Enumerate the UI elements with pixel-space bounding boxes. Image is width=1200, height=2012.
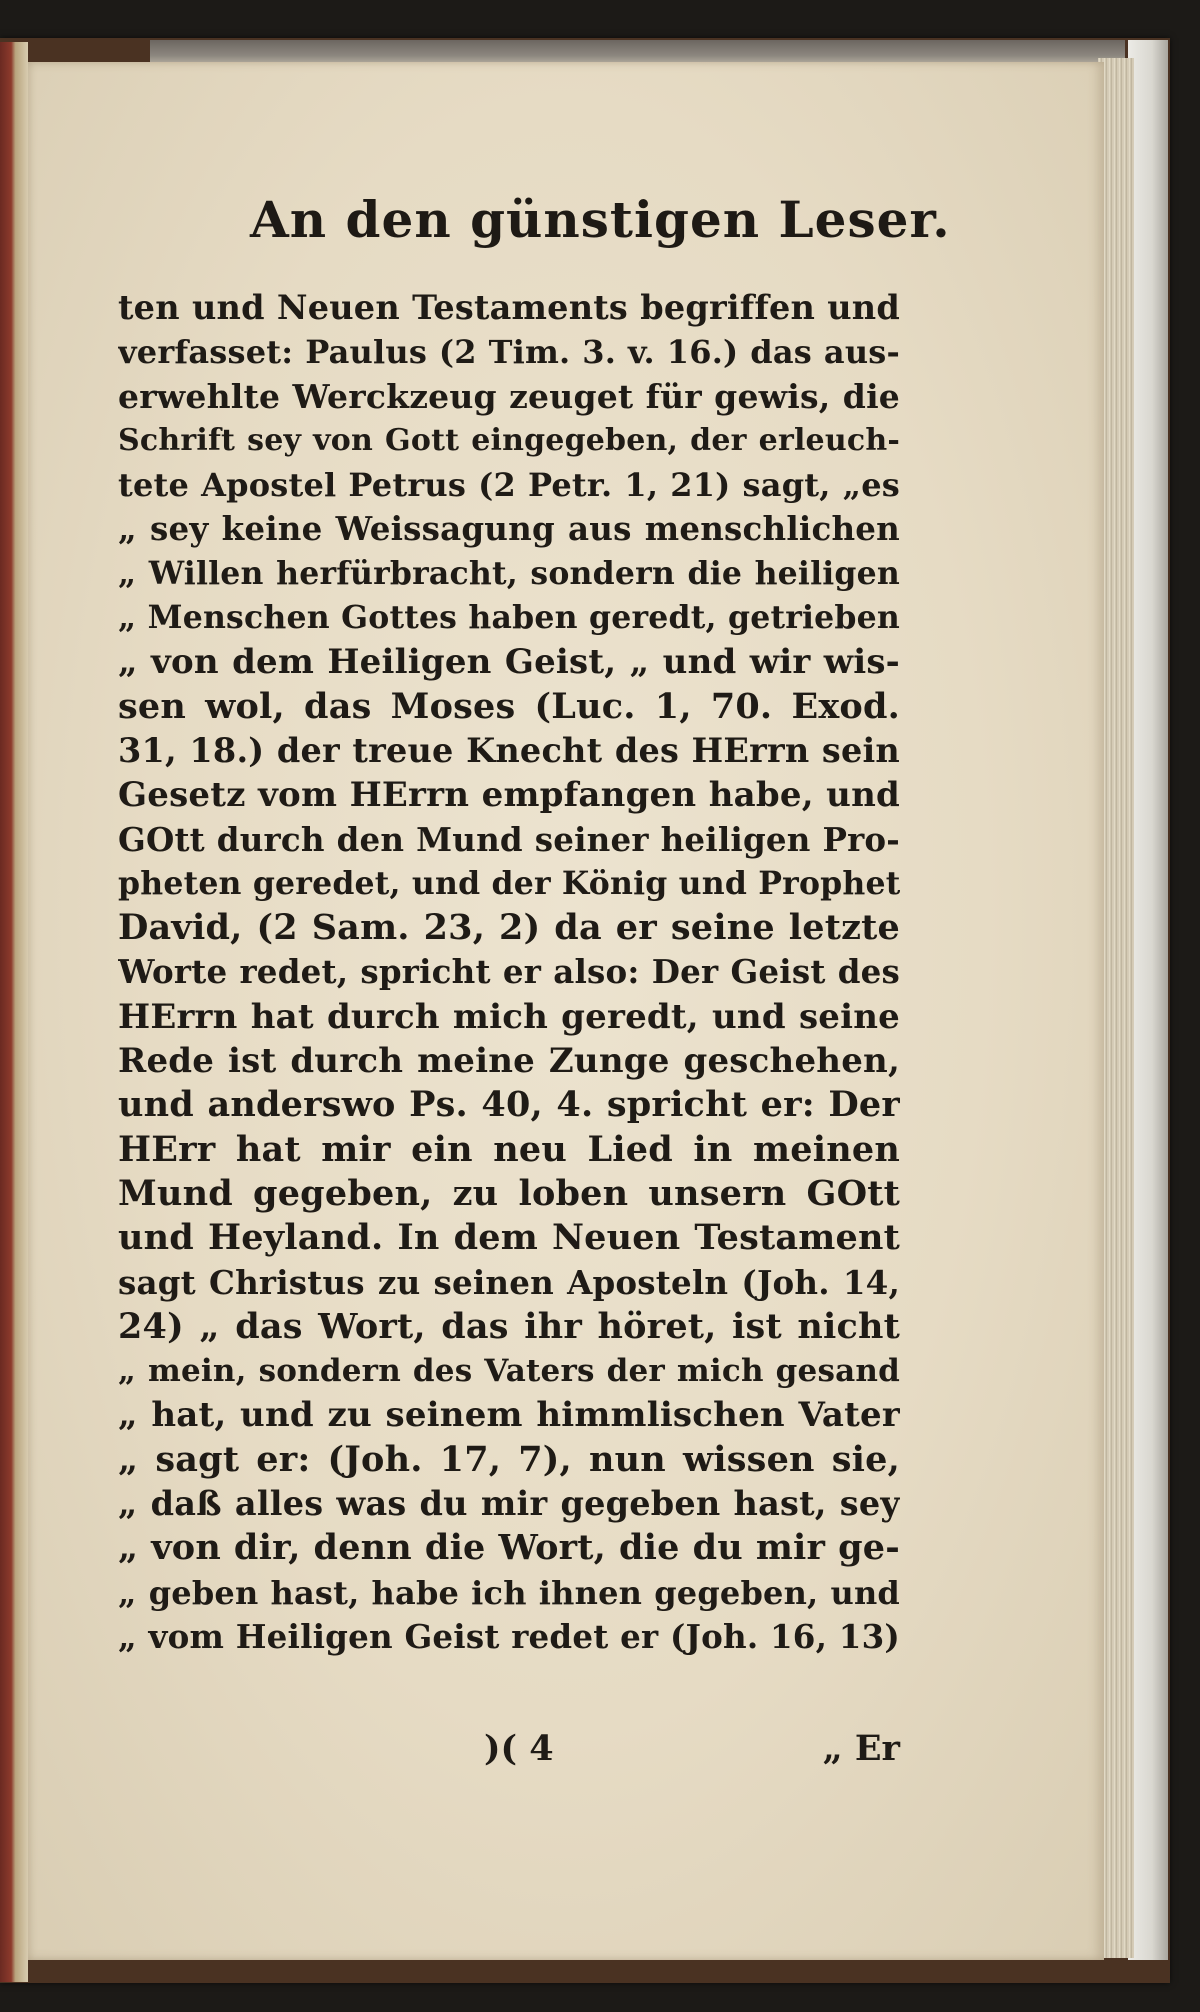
- text-line: GOtt durch den Mund seiner heiligen Pro-: [118, 819, 900, 859]
- text-line: verfasset: Paulus (2 Tim. 3. v. 16.) das aus-: [118, 333, 900, 372]
- page-footer: [118, 1728, 900, 1776]
- text-line: „ geben hast, habe ich ihnen gegeben, und: [118, 1573, 900, 1612]
- running-header: An den günstigen Leser.: [250, 190, 951, 249]
- text-line: Schrift sey von Gott eingegeben, der erleuch-: [118, 422, 900, 458]
- text-line: „ sagt er: (Joh. 17, 7), nun wissen sie,: [118, 1438, 900, 1480]
- text-line: „ hat, und zu seinem himmlischen Vater: [118, 1395, 900, 1436]
- text-line: 24) „ das Wort, das ihr höret, ist nicht: [118, 1305, 900, 1347]
- text-line: „ daß alles was du mir gegeben hast, sey: [118, 1484, 900, 1524]
- text-line: pheten geredet, und der König und Prophet: [118, 864, 900, 902]
- text-line: David, (2 Sam. 23, 2) da er seine letzte: [118, 907, 900, 949]
- text-line: sagt Christus zu seinen Aposteln (Joh. 14,: [118, 1262, 900, 1302]
- text-line: „ vom Heiligen Geist redet er (Joh. 16, 13): [118, 1616, 900, 1656]
- body-text: [118, 286, 900, 1659]
- text-line: Rede ist durch meine Zunge geschehen,: [118, 1041, 900, 1082]
- signature-mark: )( 4: [484, 1728, 554, 1769]
- text-line: sen wol, das Moses (Luc. 1, 70. Exod.: [118, 685, 900, 727]
- text-line: erwehlte Werckzeug zeuget für gewis, die: [118, 376, 900, 416]
- text-line: „ Willen herfürbracht, sondern die heiligen: [118, 554, 900, 592]
- catchword: „ Er: [822, 1728, 900, 1769]
- text-line: „ von dem Heiligen Geist, „ und wir wis-: [118, 642, 900, 683]
- text-line: „ mein, sondern des Vaters der mich gesand: [118, 1353, 900, 1390]
- text-line: Mund gegeben, zu loben unsern GOtt: [118, 1172, 900, 1214]
- text-line: 31, 18.) der treue Knecht des HErrn sein: [118, 730, 900, 770]
- right-cover-edge: [1128, 40, 1168, 1960]
- text-line: und anderswo Ps. 40, 4. spricht er: Der: [118, 1084, 900, 1126]
- text-line: und Heyland. In dem Neuen Testament: [118, 1217, 900, 1259]
- text-line: „ sey keine Weissagung aus menschlichen: [118, 509, 900, 549]
- text-line: Gesetz vom HErrn empfangen habe, und: [118, 775, 900, 816]
- left-page-edge: [0, 42, 28, 1982]
- text-line: ten und Neuen Testaments begriffen und: [118, 288, 900, 327]
- text-line: „ von dir, denn die Wort, die du mir ge-: [118, 1527, 900, 1569]
- text-line: HErrn hat durch mich geredt, und seine: [118, 996, 900, 1037]
- text-line: tete Apostel Petrus (2 Petr. 1, 21) sagt, „es: [118, 466, 900, 505]
- text-line: „ Menschen Gottes haben geredt, getrieben: [118, 599, 900, 637]
- text-line: HErr hat mir ein neu Lied in meinen: [118, 1128, 900, 1170]
- text-line: Worte redet, spricht er also: Der Geist des: [118, 952, 900, 992]
